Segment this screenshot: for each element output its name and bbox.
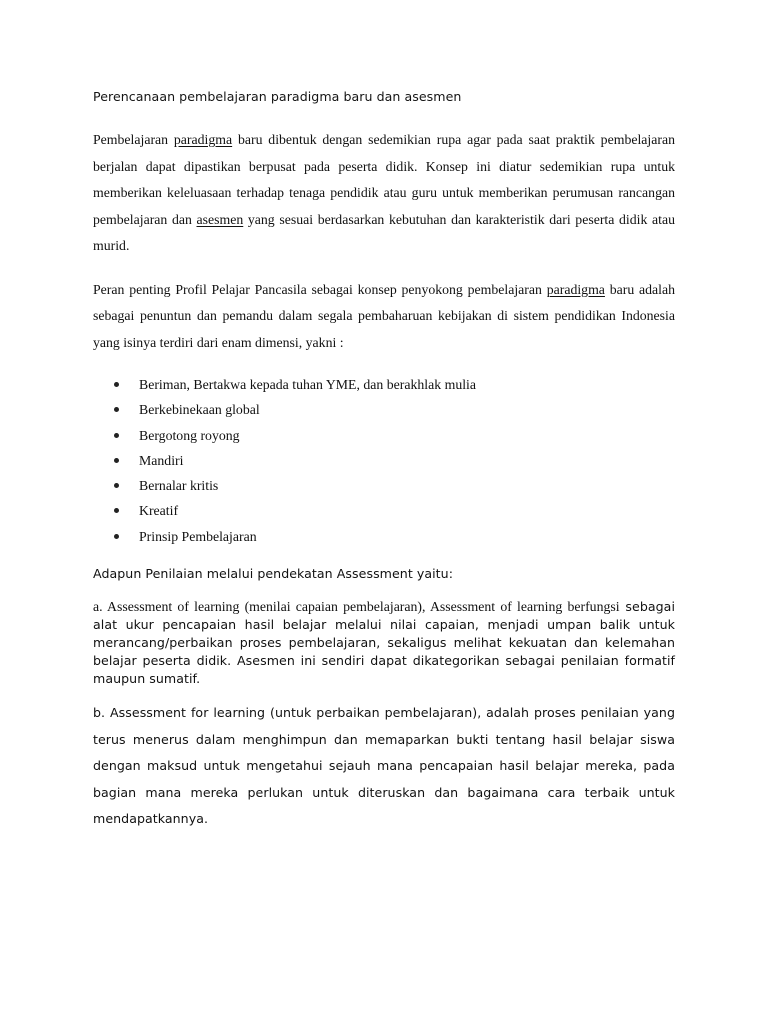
bullet-dot-icon — [114, 433, 119, 438]
bullet-dot-icon — [114, 483, 119, 488]
assessment-for-learning-paragraph: b. Assessment for learning (untuk perbaikan pembelajaran), adalah proses penilaian yang terus menerus dalam menghimpun dan memaparkan bukti tentang hasil belajar siswa dengan maksud untuk mengetahui sejauh mana pencapaian hasil belajar mereka, pada bagian mana mereka perlukan untuk diteruskan dan bagaimana cara terbaik untuk mendapatkannya. — [93, 705, 675, 827]
list-item — [93, 473, 675, 498]
list-item — [93, 524, 675, 549]
bullet-dot-icon — [114, 534, 119, 539]
paragraph1-text: baru dibentuk dengan sedemikian rupa agar pada saat praktik pembelajaran berjalan dapat dipastikan berpusat pada peserta didik. Konsep ini diatur sedemikian rupa untuk memberikan keleluasaan terhadap tenaga pendidik atau guru untuk memberikan perumusan rancangan pembelajaran dan — [93, 132, 675, 227]
underlined-term-paradigma: paradigma — [173, 132, 233, 147]
paragraph2-text: Peran penting Profil Pelajar Pancasila sebagai konsep penyokong pembelajaran — [93, 281, 547, 297]
assessment-section-title: Adapun Penilaian melalui pendekatan Assessment yaitu: — [93, 566, 453, 582]
paragraph-profil-pelajar-pancasila — [93, 277, 675, 357]
item-a-intro: a. Assessment of learning (menilai capaian pembelajaran), Assessment of learning berfungsi — [93, 599, 620, 615]
paragraph2-text: baru adalah sebagai penuntun dan pemandu dalam segala pembaharuan kebijakan di sistem pendidikan Indonesia yang isinya terdiri dari enam dimensi, yakni : — [93, 281, 676, 350]
paragraph-pembelajaran-paradigma — [93, 127, 675, 260]
bullet-dot-icon — [114, 407, 119, 412]
dimension-list — [93, 372, 675, 549]
paragraph1-text: yang sesuai berdasarkan kebutuhan dan karakteristik dari peserta didik atau murid. — [93, 211, 675, 253]
bullet-dot-icon — [114, 508, 119, 513]
bullet-dot-icon — [114, 382, 119, 387]
list-item-label: Bernalar kritis — [139, 478, 219, 494]
list-item — [93, 397, 675, 422]
underlined-term-paradigma: paradigma — [546, 281, 605, 297]
bullet-dot-icon — [114, 458, 119, 463]
assessment-of-learning-paragraph — [93, 598, 675, 688]
list-item-label: Prinsip Pembelajaran — [139, 528, 257, 544]
list-item — [93, 448, 675, 473]
list-item-label: Bergotong royong — [139, 427, 240, 443]
paragraph1-text: Pembelajaran — [93, 132, 174, 147]
document-body — [93, 88, 675, 833]
list-item-label: Mandiri — [139, 452, 184, 468]
list-item-label: Kreatif — [139, 503, 179, 519]
item-a-body: sebagai alat ukur pencapaian hasil belajar melalui nilai capaian, menjadi umpan balik untuk merancang/perbaikan proses pembelajaran, sekaligus melihat kekuatan dan kelemahan belajar peserta didik. Asesmen ini sendiri dapat dikategorikan sebagai penilaian formatif maupun sumatif. — [93, 599, 675, 687]
list-item-label: Berkebinekaan global — [139, 402, 260, 418]
document-heading: Perencanaan pembelajaran paradigma baru dan asesmen — [93, 89, 462, 104]
list-item — [93, 498, 675, 523]
list-item — [93, 423, 675, 448]
underlined-term-asesmen: asesmen — [196, 211, 244, 227]
list-item-label: Beriman, Bertakwa kepada tuhan YME, dan berakhlak mulia — [139, 377, 477, 392]
list-item — [93, 372, 675, 397]
